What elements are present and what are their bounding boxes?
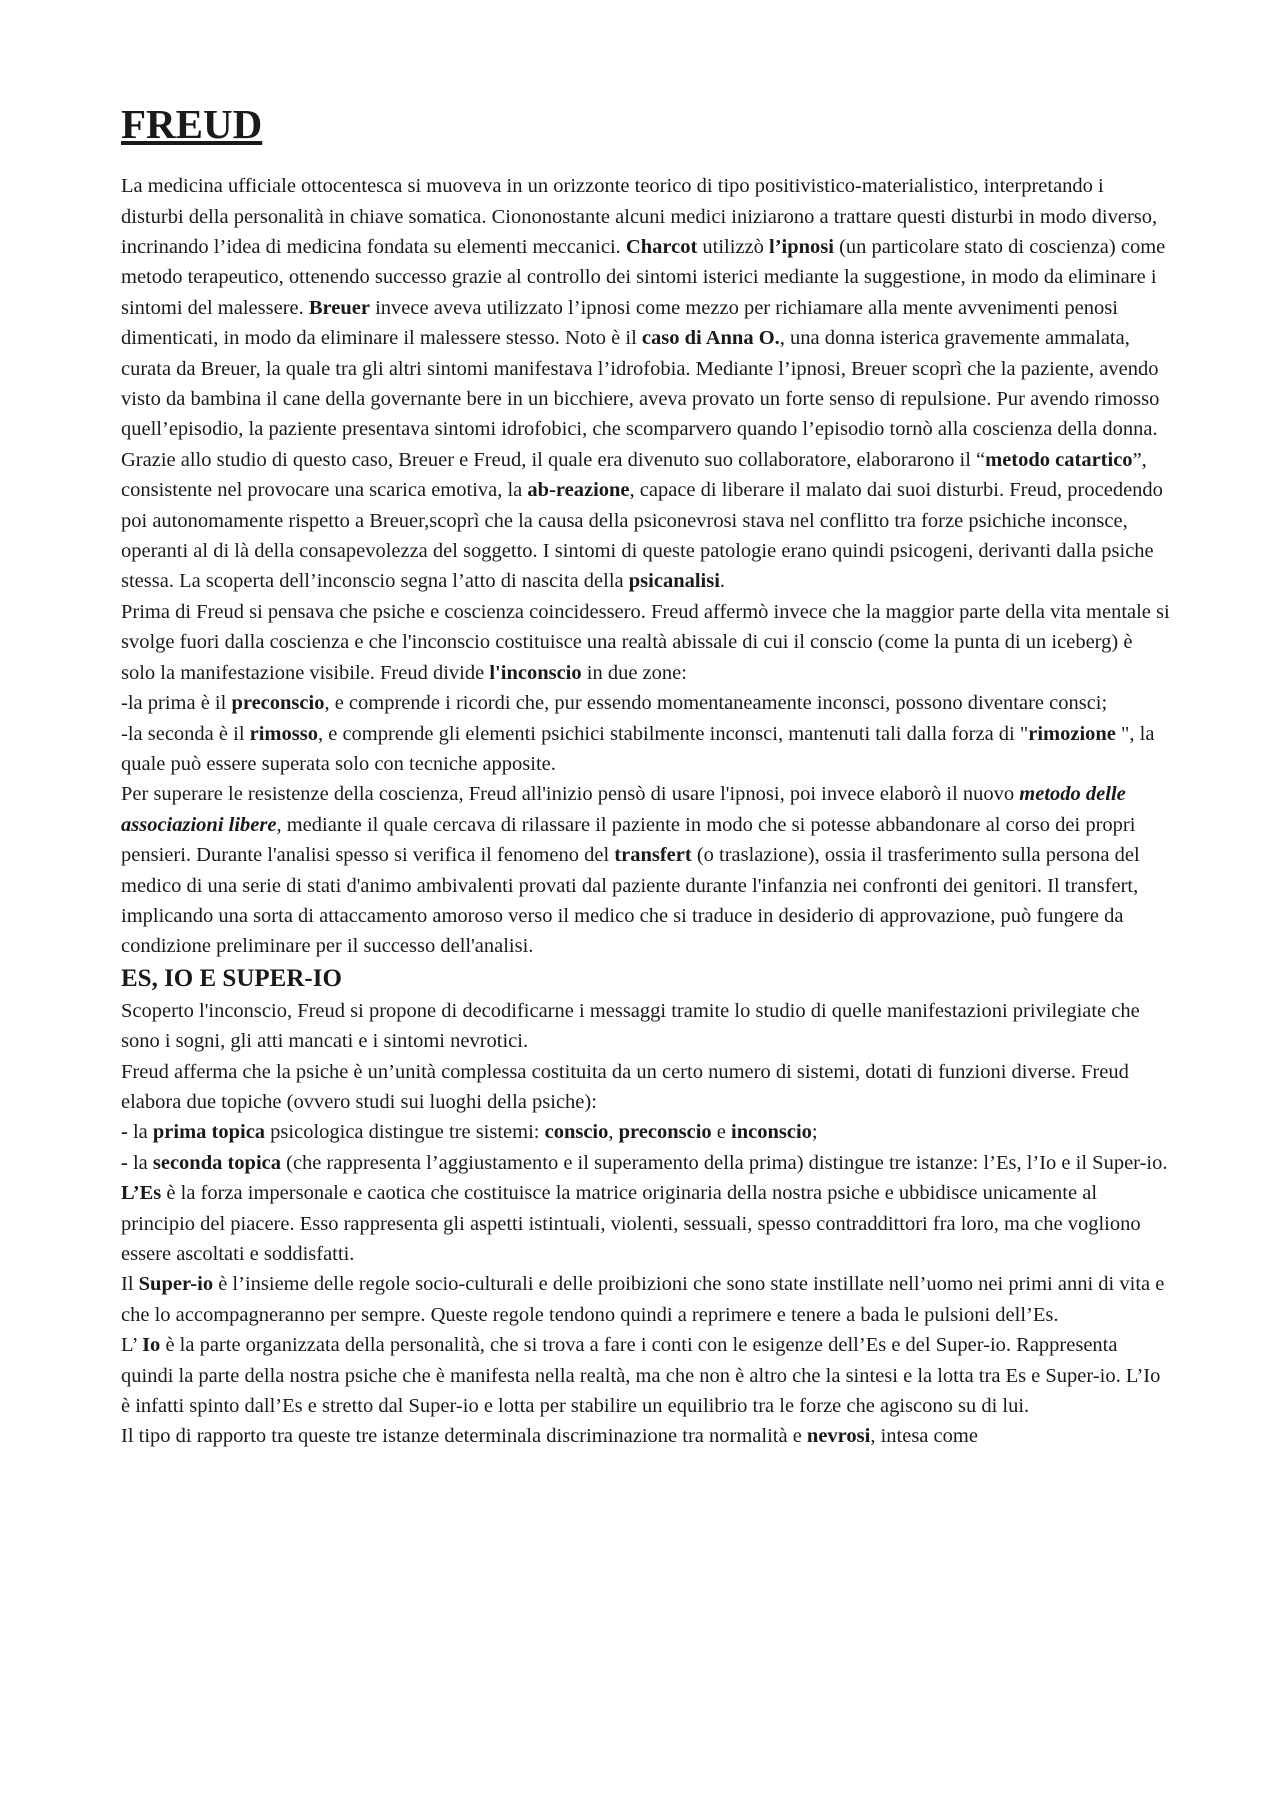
paragraph bbox=[121, 171, 1171, 597]
text-run: La medicina ufficiale ottocentesca si muoveva in un orizzonte teorico di tipo positivistico-materialistico, interpretando i disturbi della personalità in chiave somatica. Ciononostante alcuni medici iniziarono a trattare questi disturbi in modo diverso, incrinando l’idea di medicina fondata su elementi meccanici. bbox=[121, 175, 1158, 258]
bold-term: conscio bbox=[544, 1121, 609, 1144]
bold-term: seconda topica bbox=[152, 1151, 281, 1174]
text-run: ”, consistente nel provocare una scarica emotiva, la bbox=[121, 448, 1147, 502]
text-run: ; bbox=[811, 1121, 818, 1144]
bold-term: nevrosi bbox=[806, 1425, 871, 1448]
bold-term: rimozione bbox=[1028, 722, 1116, 745]
text-run: Per superare le resistenze della coscienza, Freud all'inizio pensò di usare l'ipnosi, poi invece elaborò il nuovo bbox=[121, 783, 1020, 806]
text-run: -la seconda è il bbox=[121, 722, 250, 745]
page-title: FREUD bbox=[121, 101, 263, 147]
text-run: Il tipo di rapporto tra queste tre istanze determinala discriminazione tra normalità e bbox=[121, 1425, 807, 1448]
text-run: ", la quale può essere superata solo con tecniche apposite. bbox=[121, 722, 1155, 775]
text-run: (un particolare stato di coscienza) come metodo terapeutico, ottenendo successo grazie al controllo dei sintomi isterici mediante la suggestione, in modo da eliminare i sintomi del malessere. bbox=[121, 236, 1166, 319]
paragraph bbox=[121, 1421, 1171, 1451]
bold-term: l’ipnosi bbox=[769, 236, 834, 258]
bold-term: prima topica bbox=[152, 1121, 266, 1144]
paragraph bbox=[121, 779, 1171, 961]
paragraph bbox=[121, 996, 1171, 1057]
text-run: è la parte organizzata della personalità, che si trova a fare i conti con le esigenze dell’Es e del Super-io. Rappresenta quindi la parte della nostra psiche che è manifesta nella realtà, ma che non è altro che la sintesi e la lotta tra Es e Super-io. L’Io è infatti spinto dall’Es e stretto dal Super-io e lotta per stabilire un equilibrio tra le forze che agiscono su di lui. bbox=[121, 1334, 1161, 1418]
bold-term: inconscio bbox=[731, 1121, 812, 1144]
text-run: Scoperto l'inconscio, Freud si propone di decodificarne i messaggi tramite lo studio di quelle manifestazioni privilegiate che sono i sogni, gli atti mancati e i sintomi nevrotici. bbox=[121, 999, 1140, 1053]
paragraph bbox=[121, 597, 1171, 688]
bold-term: Charcot bbox=[625, 236, 698, 258]
section-heading: ES, IO E SUPER-IO bbox=[121, 964, 342, 992]
text-run: è la forza impersonale e caotica che costituisce la matrice originaria della nostra psiche e ubbidisce unicamente al principio del piacere. Esso rappresenta gli aspetti istintuali, violenti, sessuali, spesso contraddittori fra loro, ma che vogliono essere ascoltati e soddisfatti. bbox=[121, 1182, 1141, 1265]
text-run: la bbox=[132, 1151, 153, 1174]
bold-term: ab-reazione bbox=[527, 479, 630, 502]
bold-term: Super-io bbox=[138, 1273, 214, 1296]
bold-term: preconscio bbox=[618, 1121, 712, 1144]
section-intro bbox=[121, 171, 1171, 962]
paragraph bbox=[121, 1148, 1171, 1178]
text-run: L’ bbox=[121, 1334, 143, 1357]
text-run: la bbox=[132, 1121, 153, 1144]
text-run: utilizzò bbox=[697, 236, 770, 258]
paragraph bbox=[121, 688, 1171, 718]
text-run: -la prima è il bbox=[121, 692, 232, 715]
bold-term: Breuer bbox=[308, 296, 370, 319]
document-page bbox=[121, 100, 1171, 1452]
bold-term: caso di Anna O. bbox=[641, 327, 780, 350]
bold-term: Io bbox=[142, 1334, 161, 1357]
paragraph bbox=[121, 719, 1171, 780]
text-run: psicologica distingue tre sistemi: bbox=[265, 1121, 545, 1144]
text-run: , capace di liberare il malato dai suoi disturbi. Freud, procedendo poi autonomamente rispetto a Breuer,scoprì che la causa della psiconevrosi stava nel conflitto tra forze psichiche inconsce, operanti al di là della consapevolezza del soggetto. I sintomi di queste patologie erano quindi psicogeni, derivanti dalla psiche stessa. La scoperta dell’inconscio segna l’atto di nascita della bbox=[121, 479, 1163, 593]
text-run: , e comprende gli elementi psichici stabilmente inconsci, mantenuti tali dalla forza di " bbox=[317, 722, 1029, 745]
text-run: , e comprende i ricordi che, pur essendo momentaneamente inconsci, possono diventare consci; bbox=[324, 692, 1108, 715]
text-run: , mediante il quale cercava di rilassare il paziente in modo che si potesse abbandonare al corso dei propri pensieri. Durante l'analisi spesso si verifica il fenomeno del bbox=[121, 813, 1136, 867]
paragraph bbox=[121, 1178, 1171, 1269]
bold-term: preconscio bbox=[231, 692, 325, 715]
text-run: e bbox=[711, 1121, 732, 1144]
text-run: , una donna isterica gravemente ammalata, curata da Breuer, la quale tra gli altri sintomi manifestava l’idrofobia. Mediante l’ipnosi, Breuer scoprì che la paziente, avendo visto da bambina il cane della governante bere in un bicchiere, aveva provato un forte senso di repulsione. Pur avendo rimosso quell’episodio, la paziente presentava sintomi idrofobici, che scomparvero quando l’episodio tornò alla coscienza della donna. Grazie allo studio di questo caso, Breuer e Freud, il quale era divenuto suo collaboratore, elaborarono il “ bbox=[121, 327, 1160, 471]
text-run: (o traslazione), ossia il trasferimento sulla persona del medico di una serie di stati d'animo ambivalenti provati dal paziente durante l'infanzia nei confronti dei genitori. Il transfert, implicando una sorta di attaccamento amoroso verso il medico che si traduce in desiderio di approvazione, può fungere da condizione preliminare per il successo dell'analisi. bbox=[121, 844, 1140, 958]
bold-italic-term: metodo delle associazioni libere bbox=[121, 783, 1126, 836]
bold-term: psicanalisi bbox=[628, 570, 720, 593]
bold-term: - bbox=[121, 1121, 133, 1144]
paragraph bbox=[121, 1330, 1171, 1421]
text-run: . bbox=[719, 570, 726, 593]
bold-term: L’Es bbox=[121, 1182, 162, 1205]
bold-term: metodo catartico bbox=[985, 448, 1133, 471]
text-run: invece aveva utilizzato l’ipnosi come mezzo per richiamare alla mente avvenimenti penosi dimenticati, in modo da eliminare il malessere stesso. Noto è il bbox=[121, 296, 1118, 350]
section-es-io-superio bbox=[121, 996, 1171, 1452]
text-run: è l’insieme delle regole socio-culturali e delle proibizioni che sono state instillate nell’uomo nei primi anni di vita e che lo accompagneranno per sempre. Queste regole tendono quindi a reprimere e tenere a bada le pulsioni dell’Es. bbox=[121, 1273, 1165, 1326]
text-run: , intesa come bbox=[870, 1425, 978, 1448]
bold-term: transfert bbox=[614, 844, 692, 867]
text-run: (che rappresenta l’aggiustamento e il superamento della prima) distingue tre istanze: l’Es, l’Io e il Super-io. bbox=[281, 1151, 1168, 1174]
text-run: in due zone: bbox=[581, 661, 687, 684]
paragraph bbox=[121, 1117, 1171, 1147]
text-run: Prima di Freud si pensava che psiche e coscienza coincidessero. Freud affermò invece che la maggior parte della vita mentale si svolge fuori dalla coscienza e che l'inconscio costituisce una realtà abissale di cui il conscio (come la punta di un iceberg) è solo la manifestazione visibile. Freud divide bbox=[121, 600, 1170, 684]
text-run: Freud afferma che la psiche è un’unità complessa costituita da un certo numero di sistemi, dotati di funzioni diverse. Freud elabora due topiche (ovvero studi sui luoghi della psiche): bbox=[121, 1060, 1129, 1113]
text-run: , bbox=[608, 1121, 619, 1144]
paragraph bbox=[121, 1057, 1171, 1118]
paragraph bbox=[121, 1269, 1171, 1330]
bold-term: rimosso bbox=[249, 722, 318, 745]
bold-term: l'inconscio bbox=[489, 661, 582, 684]
bold-term: - bbox=[121, 1151, 133, 1174]
text-run: Il bbox=[121, 1273, 139, 1296]
